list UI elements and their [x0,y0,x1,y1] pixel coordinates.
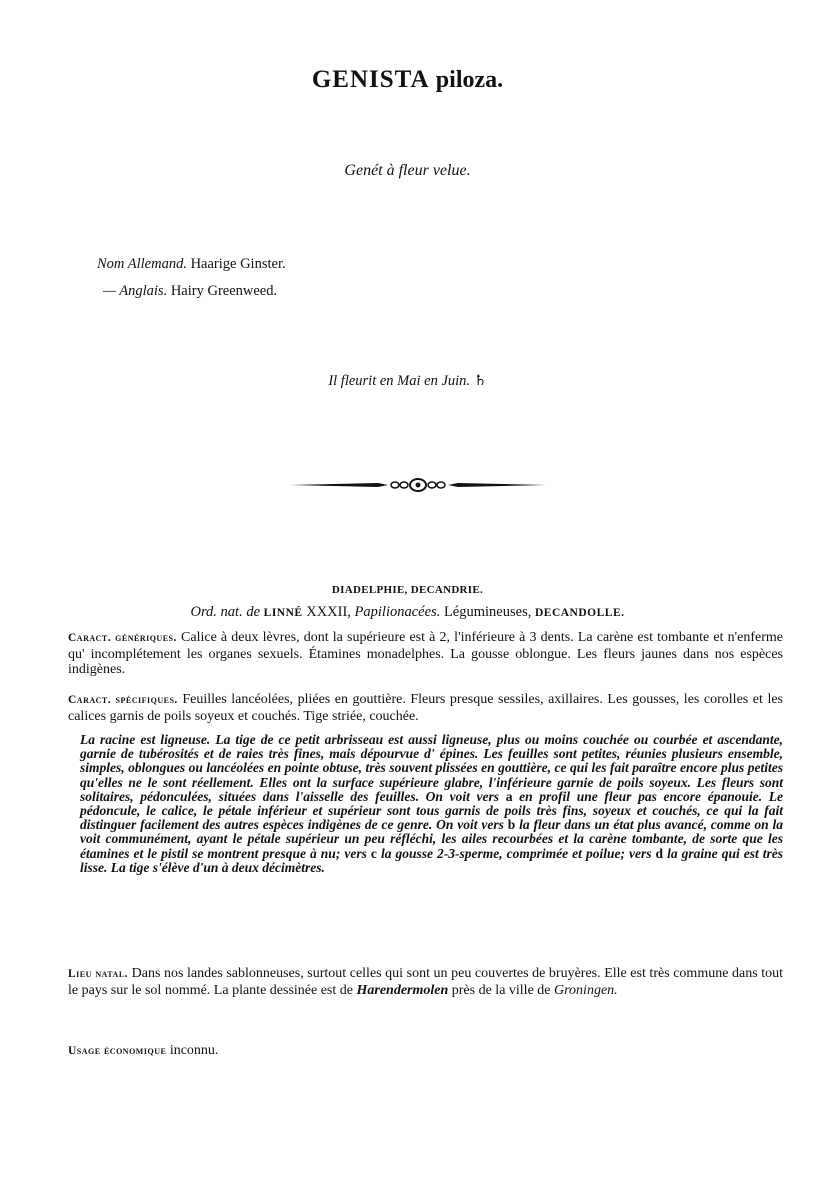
flowering-text: Il fleurit en Mai en Juin. [328,373,471,389]
english-label: — Anglais. [103,283,168,299]
english-value: Hairy Greenweed. [170,283,278,299]
shrub-symbol: ♄ [473,373,487,389]
german-label: Nom Allemand. [97,256,187,272]
english-name-line [103,283,277,300]
german-value: Haarige Ginster. [190,256,286,272]
genus-name: GENISTA [311,66,430,93]
species-name: piloza. [435,67,504,93]
economic-usage: Usage économique inconnu. [68,1043,219,1058]
description-paragraph: La racine est ligneuse. La tige de ce petit arbrisseau est aussi ligneuse, plus ou moins couchée ou courbée et ascendante, garnie de tubérosités et de raies très fines, mais dépourvue d' épines. Les feuilles sont petites, réunies plusieurs ensemble, simples, oblongues ou lancéolées en pointe obtuse, très souvent plissées en gouttière, ce qui les fait paraître encore plus petites qu'elles ne le sont réellement. Elles ont la surface supérieure glabre, l'inférieure garnie de poils soyeux. Les fleurs sont solitaires, pédonculées, situées dans l'aisselle des feuilles. On voit vers a en profil une fleur pas encore épanouie. Le pédoncule, le calice, le pétale inférieur et supérieur sont tous garnis de poils très fins, soyeux et couchés, ce qui la fait distinguer facilement des autres espèces indigènes de ce genre. On voit vers b la fleur dans un état plus avancé, comme on la voit communément, ayant le pétale supérieur un peu réfléchi, les ailes recourbées et la carène tombante, de sorte que les étamines et le pistil se montrent presque à nu; vers c la gousse 2-3-sperme, comprimée et poilue; vers d la graine qui est très lisse. La tige s'élève d'un à deux décimètres. [80,732,784,875]
habitat: Lieu natal. Dans nos landes sablonneuses, surtout celles qui sont un peu couvertes de bruyères. Elle est très commune dans tout le pays sur le sol nommé. La plante dessinée est de Harendermolen près de la ville de Groningen. [68,966,784,998]
flowering-line [0,372,815,390]
german-name-line [97,256,286,273]
linnaean-class: DIADELPHIE, DECANDRIE. [331,584,484,596]
ornament-divider [288,472,548,498]
natural-order: Ord. nat. de LINNÉ XXXII, Papilionacées. Légumineuses, DECANDOLLE. [190,604,625,620]
generic-characters: Caract. génériques. Calice à deux lèvres, dont la supérieure est à 2, l'inférieure à 3 dents. La carène est tombante et n'enferme qu' incomplétement les organes sexuels. Étamines monadelphes. La gousse oblongue. Les fleurs jaunes dans nos espèces indigènes. [68,630,783,677]
page-title [0,66,815,94]
common-name: Genét à fleur velue. [344,162,471,179]
specific-characters: Caract. spécifiques. Feuilles lancéolées, pliées en gouttière. Fleurs presque sessiles, axillaires. Les gousses, les corolles et les calices garnis de poils soyeux et couchés. Tige striée, couchée. [68,692,783,724]
